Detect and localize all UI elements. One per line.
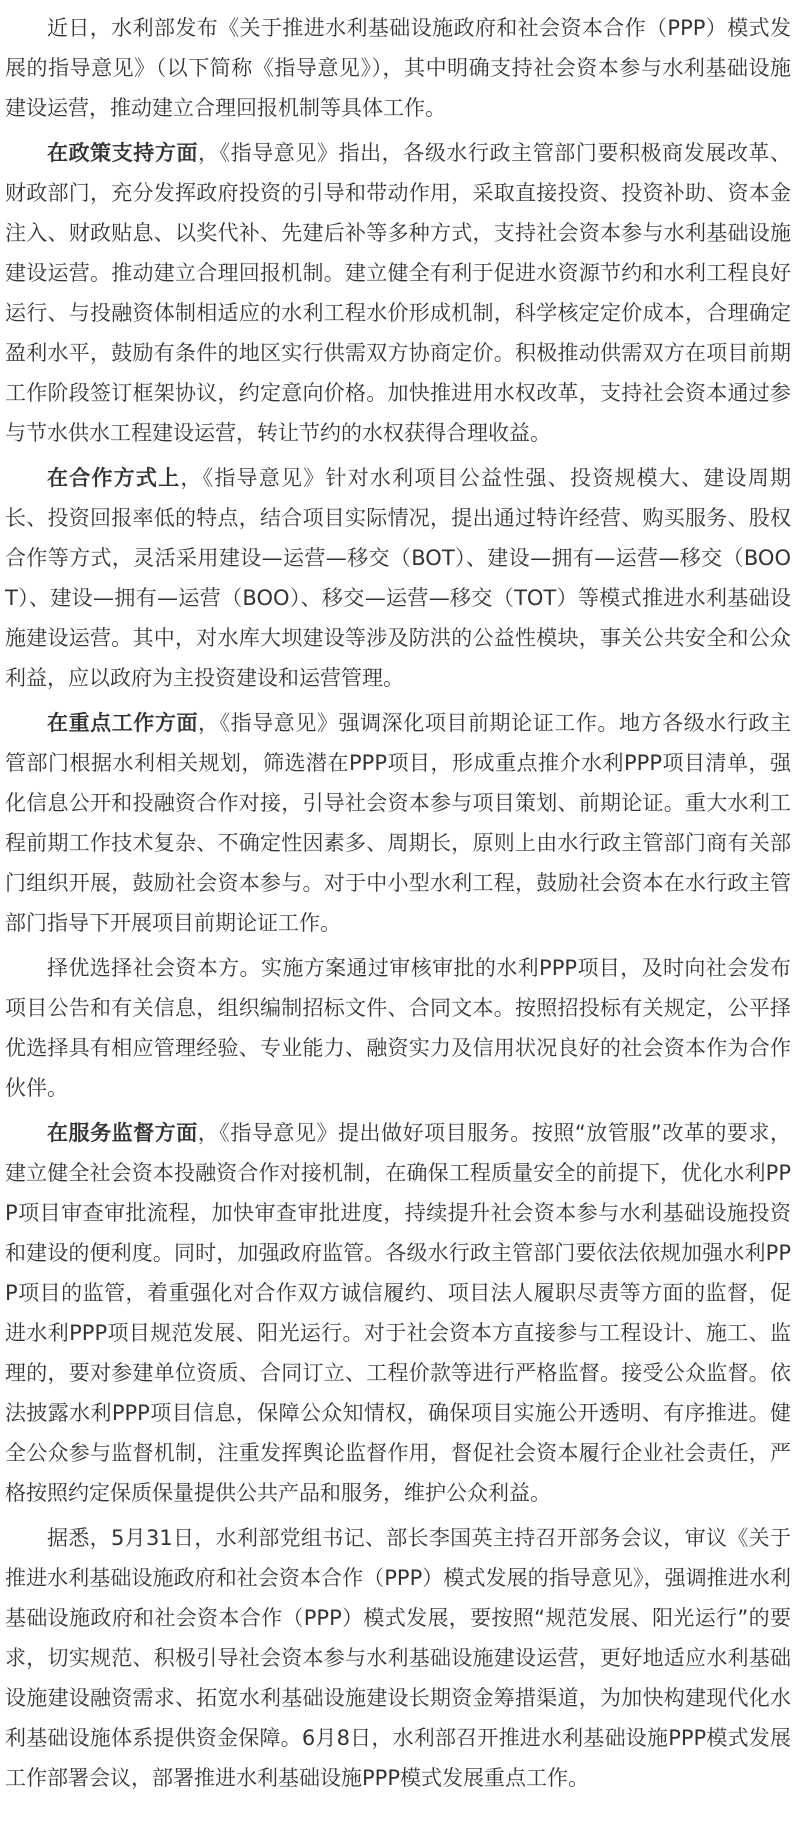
paragraph — [5, 948, 791, 1108]
paragraph — [5, 133, 791, 453]
paragraph-lead: 在政策支持方面 — [47, 141, 199, 165]
paragraph-text: ，《指导意见》强调深化项目前期论证工作。地方各级水行政主管部门根据水利相关规划，筛选潜在PPP项目，形成重点推介水利PPP项目清单，强化信息公开和投融资合作对接，引导社会资本参与项目策划、前期论证。重大水利工程前期工作技术复杂、不确定性因素多、周期长，原则上由水行政主管部门商有关部门组织开展，鼓励社会资本参与。对于中小型水利工程，鼓励社会资本在水行政主管部门指导下开展项目前期论证工作。 — [5, 711, 791, 935]
paragraph — [5, 458, 791, 698]
paragraph — [5, 8, 791, 128]
paragraph-text: 据悉，5月31日，水利部党组书记、部长李国英主持召开部务会议，审议《关于推进水利基础设施政府和社会资本合作（PPP）模式发展的指导意见》，强调推进水利基础设施政府和社会资本合作（PPP）模式发展，要按照“规范发展、阳光运行”的要求，切实规范、积极引导社会资本参与水利基础设施建设运营，更好地适应水利基础设施建设融资需求、拓宽水利基础设施建设长期资金筹措渠道，为加快构建现代化水利基础设施体系提供资金保障。6月8日，水利部召开推进水利基础设施PPP模式发展工作部署会议，部署推进水利基础设施PPP模式发展重点工作。 — [5, 1526, 791, 1790]
paragraph-lead: 在合作方式上 — [47, 466, 181, 490]
paragraph — [5, 703, 791, 943]
paragraph — [5, 1518, 791, 1798]
paragraph-text: ，《指导意见》针对水利项目公益性强、投资规模大、建设周期长、投资回报率低的特点，结合项目实际情况，提出通过特许经营、购买服务、股权合作等方式，灵活采用建设—运营—移交（BOT）、建设—拥有—运营—移交（BOOT）、建设—拥有—运营（BOO）、移交—运营—移交（TOT）等模式推进水利基础设施建设运营。其中，对水库大坝建设等涉及防洪的公益性模块，事关公共安全和公众利益，应以政府为主投资建设和运营管理。 — [5, 466, 792, 690]
paragraph-lead: 在重点工作方面 — [47, 711, 199, 735]
paragraph-text: ，《指导意见》指出，各级水行政主管部门要积极商发展改革、财政部门，充分发挥政府投资的引导和带动作用，采取直接投资、投资补助、资本金注入、财政贴息、以奖代补、先建后补等多种方式，支持社会资本参与水利基础设施建设运营。推动建立合理回报机制。建立健全有利于促进水资源节约和水利工程良好运行、与投融资体制相适应的水利工程水价形成机制，科学核定定价成本，合理确定盈利水平，鼓励有条件的地区实行供需双方协商定价。积极推动供需双方在项目前期工作阶段签订框架协议，约定意向价格。加快推进用水权改革，支持社会资本通过参与节水供水工程建设运营，转让节约的水权获得合理收益。 — [5, 141, 791, 445]
paragraph-text: 择优选择社会资本方。实施方案通过审核审批的水利PPP项目，及时向社会发布项目公告和有关信息，组织编制招标文件、合同文本。按照招投标有关规定，公平择优选择具有相应管理经验、专业能力、融资实力及信用状况良好的社会资本作为合作伙伴。 — [5, 956, 791, 1100]
paragraph-lead: 在服务监督方面 — [47, 1121, 198, 1145]
paragraph-text: ，《指导意见》提出做好项目服务。按照“放管服”改革的要求，建立健全社会资本投融资合作对接机制，在确保工程质量安全的前提下，优化水利PPP项目审查审批流程，加快审查审批进度，持续提升社会资本参与水利基础设施投资和建设的便利度。同时，加强政府监管。各级水行政主管部门要依法依规加强水利PPP项目的监管，着重强化对合作双方诚信履约、项目法人履职尽责等方面的监督，促进水利PPP项目规范发展、阳光运行。对于社会资本方直接参与工程设计、施工、监理的，要对参建单位资质、合同订立、工程价款等进行严格监督。接受公众监督。依法披露水利PPP项目信息，保障公众知情权，确保项目实施公开透明、有序推进。健全公众参与监督机制，注重发挥舆论监督作用，督促社会资本履行企业社会责任，严格按照约定保质保量提供公共产品和服务，维护公众利益。 — [5, 1121, 791, 1505]
paragraph — [5, 1113, 791, 1513]
paragraph-text: 近日，水利部发布《关于推进水利基础设施政府和社会资本合作（PPP）模式发展的指导意见》（以下简称《指导意见》），其中明确支持社会资本参与水利基础设施建设运营，推动建立合理回报机制等具体工作。 — [5, 16, 791, 120]
